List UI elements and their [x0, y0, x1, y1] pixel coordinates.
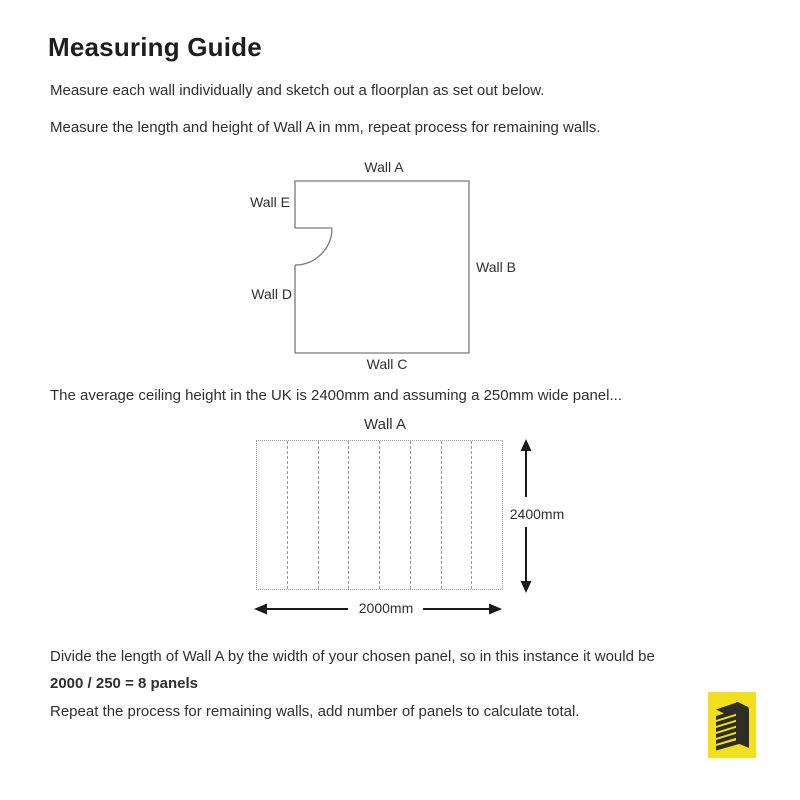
floorplan-label-wall-b: Wall B	[476, 259, 516, 275]
floorplan-label-wall-d: Wall D	[251, 286, 292, 302]
panel-cell	[348, 441, 379, 589]
floorplan-walls	[295, 181, 469, 353]
arrow-down-icon	[521, 581, 532, 593]
calculation-line-2: Repeat the process for remaining walls, add number of panels to calculate total.	[50, 703, 580, 720]
height-dimension-label: 2400mm	[509, 506, 565, 522]
floorplan-label-wall-c: Wall C	[366, 356, 408, 372]
floorplan-diagram	[290, 176, 480, 361]
calculation-result: 2000 / 250 = 8 panels	[50, 675, 199, 692]
width-dimension-label: 2000mm	[358, 600, 414, 616]
panel-cell	[441, 441, 472, 589]
intro-line-2: Measure the length and height of Wall A in mm, repeat process for remaining walls.	[50, 119, 601, 136]
panel-cell	[379, 441, 410, 589]
door-swing-arc	[295, 228, 332, 265]
panel-cell	[287, 441, 318, 589]
floorplan-label-wall-e: Wall E	[250, 194, 290, 210]
floorplan-label-wall-a: Wall A	[364, 159, 404, 175]
panel-cell	[471, 441, 502, 589]
panel-cell	[257, 441, 287, 589]
arrow-right-icon	[489, 604, 502, 615]
panel-grid	[256, 440, 503, 590]
intro-line-1: Measure each wall individually and sketch out a floorplan as set out below.	[50, 82, 545, 99]
ceiling-note: The average ceiling height in the UK is 2400mm and assuming a 250mm wide panel...	[50, 387, 622, 404]
panel-cell	[318, 441, 349, 589]
calculation-line-1: Divide the length of Wall A by the width of your chosen panel, so in this instance it would be	[50, 648, 655, 665]
panel-cell	[410, 441, 441, 589]
panel-diagram-title: Wall A	[364, 416, 406, 433]
stacked-panels-logo-icon	[708, 692, 756, 758]
page-title: Measuring Guide	[48, 32, 262, 62]
